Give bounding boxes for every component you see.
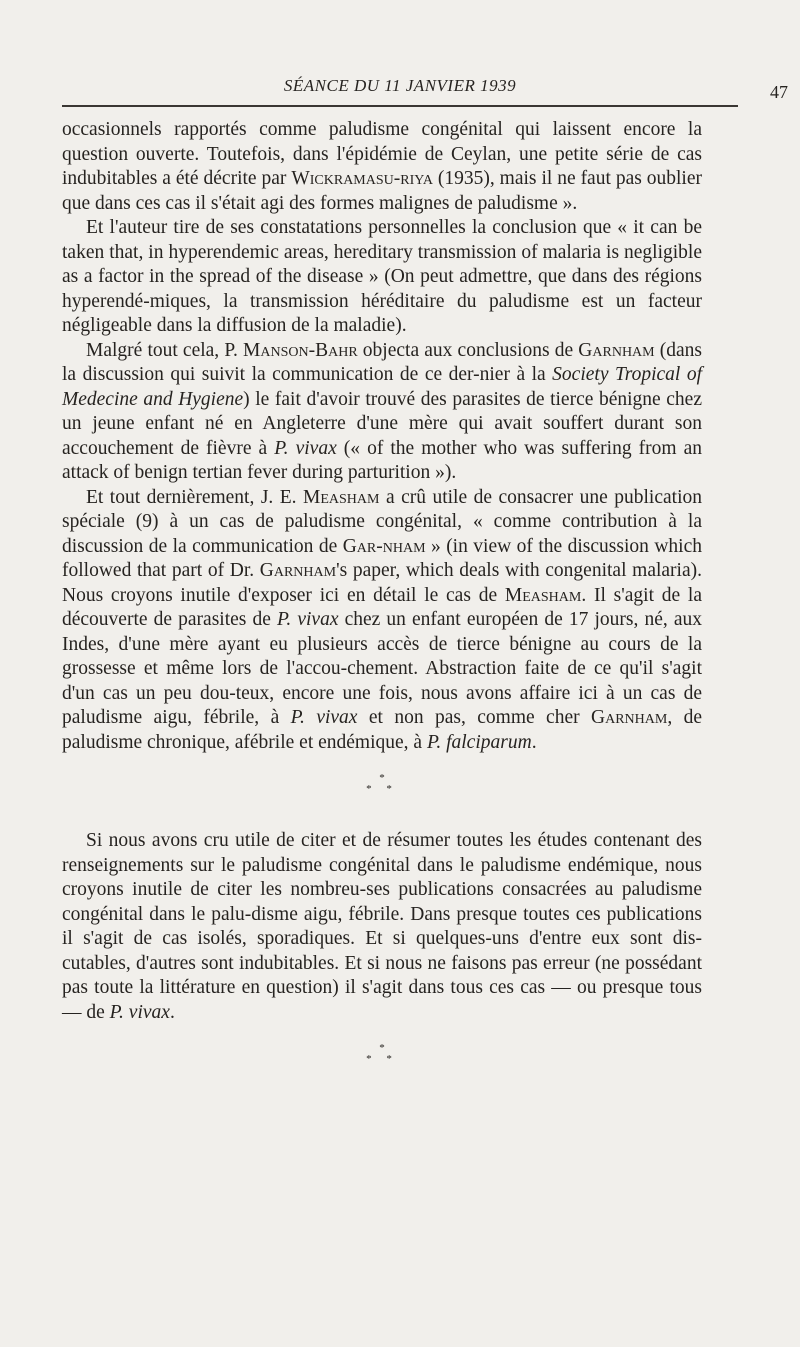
author-name: Wickramasu-riya bbox=[291, 168, 433, 189]
species-name: P. vivax bbox=[274, 437, 337, 459]
asterism-2: * * * bbox=[366, 1042, 398, 1065]
asterism-1: * * * bbox=[366, 772, 398, 795]
author-name: Garnham bbox=[591, 707, 668, 728]
author-name: Measham bbox=[303, 486, 380, 508]
author-name: Measham bbox=[504, 584, 582, 606]
running-title: SÉANCE DU 11 JANVIER 1939 bbox=[283, 76, 517, 95]
species-name: P. vivax bbox=[109, 1001, 170, 1023]
paragraph-5: Si nous avons cru utile de citer et de résumer toutes les études contenant des renseignements sur le paludisme congénital dans le paludisme endémique, nous croyons inutile de citer les nombreu-ses publications consacrées au paludisme congénital dans le palu-disme aigu, fébrile. Dans presque toutes ces publications il s'agit de cas isolés, sporadiques. Et si quelques-uns d'entre eux sont dis-cutables, d'autres sont indubitables. Et si nous ne faisons pas erreur (ne possédant pas toute la littérature en question) il s'agit dans tous ces cas — ou presque tous — de P. vivax. bbox=[62, 830, 702, 1023]
author-name: Garnham bbox=[259, 560, 337, 581]
author-name: Manson-Bahr bbox=[243, 339, 358, 361]
paragraph-4: Et tout dernièrement, J. E. Measham a crû utile de consacrer une publication spéciale (9) à un cas de paludisme congénital, « comme contribution à la discussion de la communication de Gar-nham » (in view of the discussion which followed that part of Dr. Garnham's paper, which deals with congenital malaria). Nous croyons inutile d'exposer ici en détail le cas de Measham. Il s'agit de la découverte de parasites de P. vivax chez un enfant européen de 17 jours, né, aux Indes, d'une mère ayant eu plusieurs accès de tierce bénigne au cours de la grossesse et même lors de l'accou-chement. Abstraction faite de ce qu'il s'agit d'un cas un peu dou-teux, encore une fois, nous avons affaire ici à un cas de paludisme aigu, fébrile, à P. vivax et non pas, comme cher Garnham, de paludisme chronique, afébrile et endémique, à P. falciparum. bbox=[62, 486, 703, 753]
species-name: P. falciparum bbox=[426, 731, 532, 753]
paragraph-1: occasionnels rapportés comme paludisme congénital qui laissent encore la question ouverte. Toutefois, dans l'épidémie de Ceylan, une petite série de cas indubitables a été décrite par Wickramasu-riya (1935), mais il ne faut pas oublier que dans ces cas il s'était agi des formes malignes de paludisme ». bbox=[62, 119, 702, 214]
page-number: 47 bbox=[770, 82, 788, 102]
species-name: P. vivax bbox=[276, 609, 339, 630]
species-name: P. vivax bbox=[290, 707, 358, 728]
header-rule bbox=[62, 105, 738, 107]
society-name: Society Tropical of Medecine and Hygiene bbox=[62, 364, 703, 410]
author-name: Gar-nham bbox=[342, 535, 426, 557]
body-text bbox=[62, 118, 702, 1089]
page-header bbox=[62, 76, 788, 104]
paragraph-3: Malgré tout cela, P. Manson-Bahr objecta aux conclusions de Garnham (dans la discussion qui suivit la communication de ce der-nier à la Society Tropical of Medecine and Hygiene) le fait d'avoir trouvé des parasites de tierce bénigne chez un jeune enfant né en Angleterre d'une mère qui avait souffert durant son accouchement de fièvre à P. vivax (« of the mother who was suffering from an attack of benign tertian fever during parturition »). bbox=[62, 339, 703, 483]
paragraph-2: Et l'auteur tire de ses constatations personnelles la conclusion que « it can be taken that, in hyperendemic areas, hereditary transmission of malaria is negligible as a factor in the spread of the disease » (On peut admettre, que dans des régions hyperendé-miques, la transmission héréditaire du paludisme est un facteur négligeable dans la diffusion de la maladie). bbox=[62, 217, 702, 336]
author-name: Garnham bbox=[578, 339, 655, 361]
